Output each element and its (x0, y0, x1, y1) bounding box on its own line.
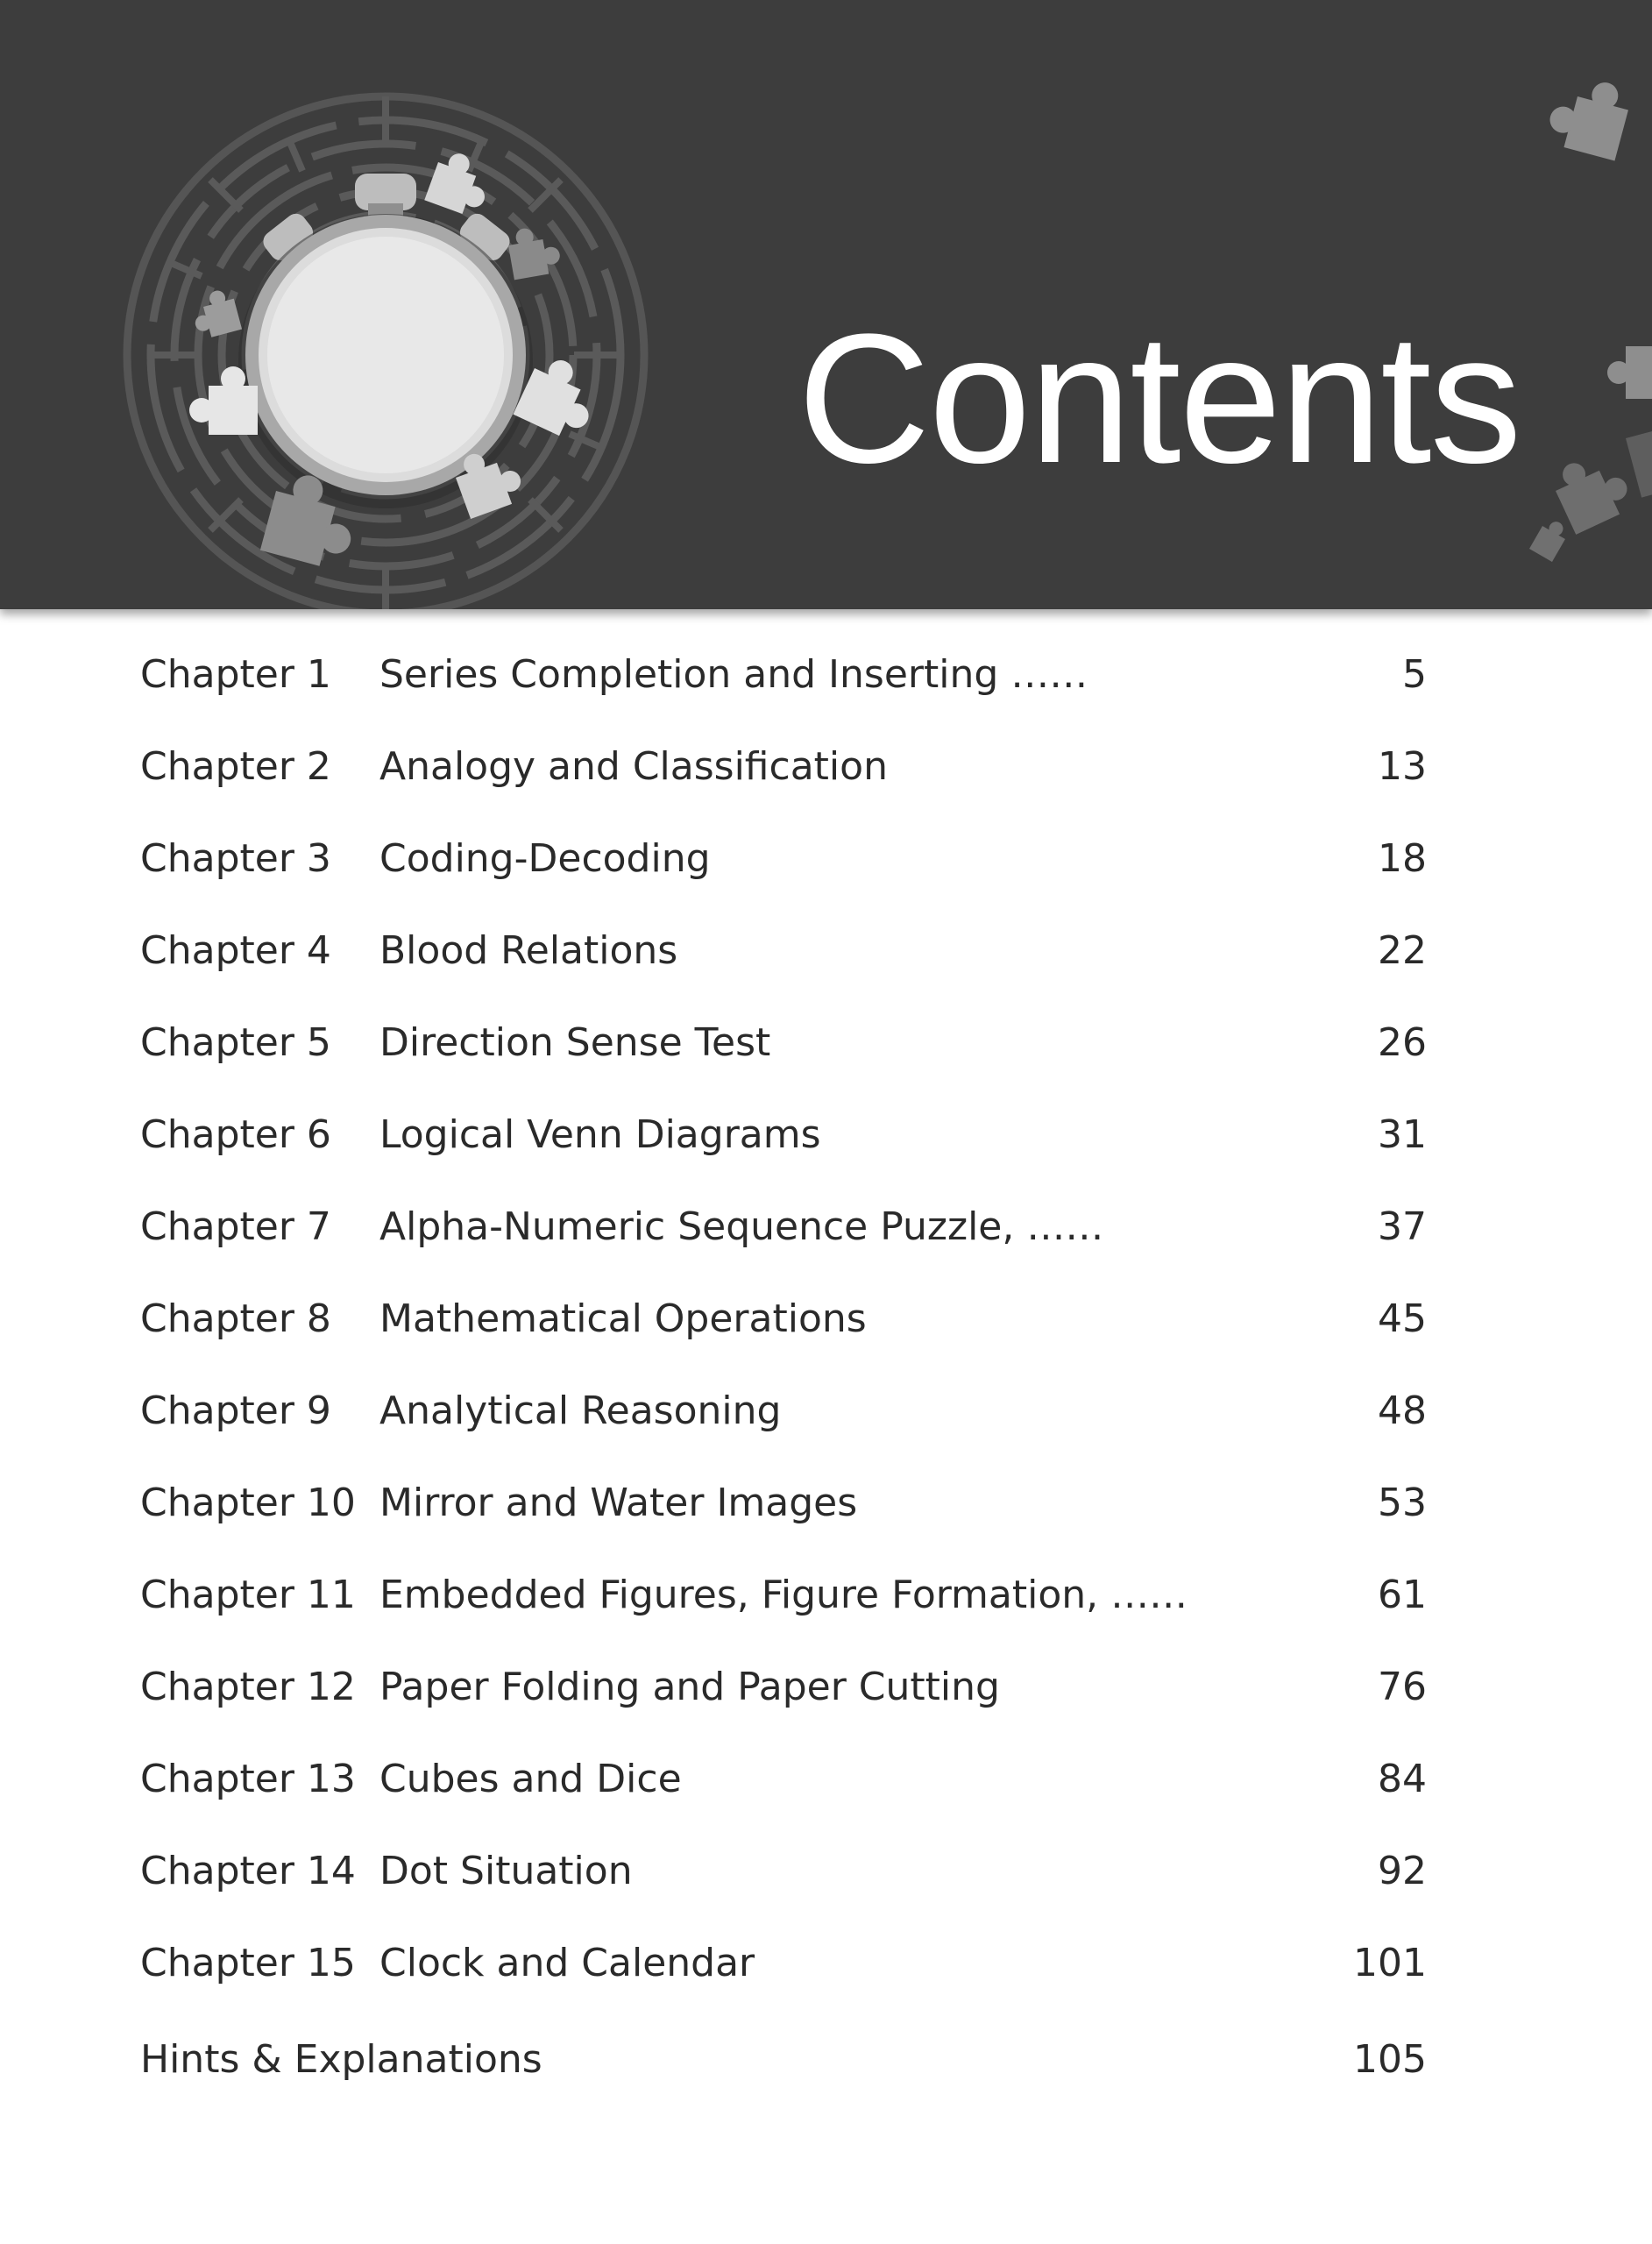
toc-chapter-number: Chapter 8 (140, 1296, 331, 1341)
toc-row[interactable] (0, 828, 1652, 890)
toc-page-number: 5 (1402, 652, 1427, 697)
toc-row[interactable] (0, 1841, 1652, 1902)
toc-row[interactable] (0, 1197, 1652, 1258)
page-title: Contents (798, 295, 1521, 501)
toc-page-number: 26 (1378, 1020, 1427, 1065)
toc-chapter-title: Mirror and Water Images (379, 1481, 858, 1525)
toc-chapter-number: Chapter 13 (140, 1757, 356, 1801)
toc-row[interactable] (0, 736, 1652, 798)
toc-page-number: 31 (1378, 1112, 1427, 1157)
toc-row[interactable] (0, 1657, 1652, 1718)
stopwatch-icon (238, 174, 533, 508)
toc-chapter-number: Chapter 4 (140, 928, 331, 973)
toc-chapter-number: Chapter 11 (140, 1573, 356, 1617)
toc-page-number: 37 (1378, 1204, 1427, 1249)
toc-row[interactable] (0, 1473, 1652, 1534)
toc-chapter-title: Analogy and Classification (379, 744, 888, 789)
toc-chapter-number: Chapter 1 (140, 652, 331, 697)
toc-chapter-number: Chapter 2 (140, 744, 331, 789)
toc-row[interactable] (0, 1012, 1652, 1074)
toc-row-hints[interactable] (0, 2029, 1652, 2091)
toc-chapter-title: Direction Sense Test (379, 1020, 771, 1065)
toc-page-number: 18 (1378, 836, 1427, 881)
toc-page-number: 61 (1378, 1573, 1427, 1617)
toc-page-number: 105 (1353, 2037, 1427, 2082)
toc-chapter-title: Mathematical Operations (379, 1296, 867, 1341)
toc-chapter-title: Embedded Figures, Figure Formation, …… (379, 1573, 1188, 1617)
toc-chapter-number: Chapter 15 (140, 1941, 356, 1985)
toc-chapter-title: Cubes and Dice (379, 1757, 682, 1801)
toc-page-number: 53 (1378, 1481, 1427, 1525)
toc-row[interactable] (0, 920, 1652, 982)
toc-chapter-title: Series Completion and Inserting …… (379, 652, 1088, 697)
toc-page-number: 48 (1378, 1388, 1427, 1433)
toc-row[interactable] (0, 644, 1652, 706)
toc-chapter-number: Chapter 7 (140, 1204, 331, 1249)
toc-row[interactable] (0, 1933, 1652, 1994)
toc-row[interactable] (0, 1749, 1652, 1810)
toc-chapter-number: Chapter 3 (140, 836, 331, 881)
toc-page-number: 45 (1378, 1296, 1427, 1341)
toc-chapter-title: Blood Relations (379, 928, 678, 973)
toc-chapter-title: Clock and Calendar (379, 1941, 755, 1985)
toc-row[interactable] (0, 1381, 1652, 1442)
toc-chapter-title: Analytical Reasoning (379, 1388, 782, 1433)
toc-page-number: 13 (1378, 744, 1427, 789)
toc-chapter-number: Chapter 14 (140, 1849, 356, 1893)
toc-chapter-title: Paper Folding and Paper Cutting (379, 1665, 1000, 1709)
toc-chapter-number: Chapter 6 (140, 1112, 331, 1157)
toc-row[interactable] (0, 1104, 1652, 1166)
toc-chapter-title: Logical Venn Diagrams (379, 1112, 821, 1157)
toc-page-number: 92 (1378, 1849, 1427, 1893)
toc-chapter-number: Chapter 9 (140, 1388, 331, 1433)
toc-page-number: 22 (1378, 928, 1427, 973)
toc-page-number: 101 (1353, 1941, 1427, 1985)
toc-row[interactable] (0, 1565, 1652, 1626)
contents-header (0, 0, 1652, 609)
toc-chapter-number: Chapter 12 (140, 1665, 356, 1709)
toc-page-number: 84 (1378, 1757, 1427, 1801)
toc-chapter-number: Chapter 5 (140, 1020, 331, 1065)
toc-chapter-number: Chapter 10 (140, 1481, 356, 1525)
toc-hints-title: Hints & Explanations (140, 2037, 542, 2082)
toc-row[interactable] (0, 1289, 1652, 1350)
toc-page-number: 76 (1378, 1665, 1427, 1709)
toc-chapter-title: Dot Situation (379, 1849, 633, 1893)
toc-chapter-title: Alpha-Numeric Sequence Puzzle, …… (379, 1204, 1104, 1249)
toc-chapter-title: Coding-Decoding (379, 836, 711, 881)
